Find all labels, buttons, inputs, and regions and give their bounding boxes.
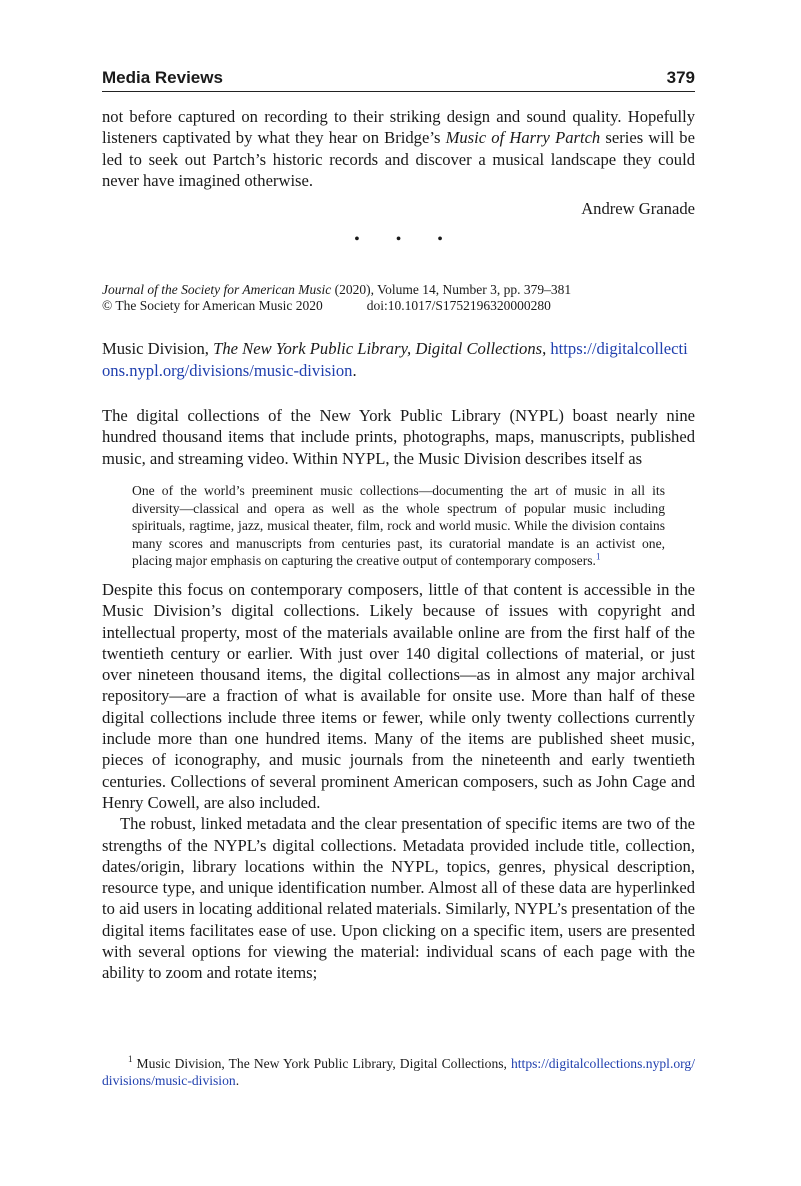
previous-review-ending: not before captured on recording to their striking design and sound quality. Hopefully listeners captivated by what they hear on Bridge’s Music of Harry Partch series will be led to seek out Partch’s historic records and discover a musical landscape they could never have imagined otherwise. <box>102 107 695 190</box>
footnote-ref[interactable]: 1 <box>595 551 601 562</box>
footnote-url-link[interactable]: https://digitalcollections.nypl.org/divisions/music-division <box>102 1056 695 1088</box>
copyright-line: © The Society for American Music 2020 doi:10.1017/S1752196320000280 <box>102 298 551 314</box>
page-number: 379 <box>666 68 695 87</box>
review-heading: Music Division, The New York Public Library, Digital Collections, https://digitalcollections.nypl.org/divisions/music-division. <box>102 339 688 380</box>
doi: doi:10.1017/S1752196320000280 <box>366 298 551 314</box>
paragraph-intro: The digital collections of the New York Public Library (NYPL) boast nearly nine hundred thousand items that include prints, photographs, maps, manuscripts, published music, and streaming video. Within NYPL, the Music Division describes itself as <box>102 406 695 468</box>
journal-name: Journal of the Society for American Music <box>102 282 332 298</box>
section-title: Media Reviews <box>102 68 223 87</box>
resource-url-link[interactable]: https://digitalcollections.nypl.org/divisions/music-division <box>102 339 688 380</box>
page <box>102 64 695 984</box>
album-title: Music of Harry Partch <box>445 128 601 148</box>
paragraph-2: Despite this focus on contemporary composers, little of that content is accessible in the Music Division’s digital collections. Likely because of issues with copyright and intellectual property, most of the materials available online are from the first half of the twentieth century or earlier. With just over 140 digital collections of material, or just over nineteen thousand items, the digital collections—as in almost any major archival repository—are a fraction of what is available for onsite use. More than half of these digital collections include three items or fewer, while only twenty collections currently include more than one hundred items. Many of the items are published sheet music, pieces of iconography, and music journals from the nineteenth and early twentieth centuries. Collections of several prominent American composers, such as John Cage and Henry Cowell, are also included. <box>102 579 695 812</box>
running-header <box>102 64 695 92</box>
citation-block <box>102 282 695 314</box>
footnote-number: 1 <box>128 1054 133 1065</box>
resource-title: The New York Public Library, Digital Collections <box>213 339 543 359</box>
footnote: $^1$ Music Division, The New York Public Library, Digital Collections, https://digitalcollections.nypl.org/divisions/music-division. <box>102 1054 695 1088</box>
block-quote: One of the world’s preeminent music collections—documenting the art of music in all its diversity—classical and opera as well as the whole spectrum of popular music including spirituals, ragtime, jazz, musical theater, film, rock and world music. While the division contains many scores and manuscripts from centuries past, its curatorial mandate is an activist one, placing major emphasis on capturing the creative output of contemporary composers.$^1$ <box>132 482 665 569</box>
section-separator: • • • <box>354 231 459 249</box>
paragraph-3: The robust, linked metadata and the clear presentation of specific items are two of the strengths of the NYPL’s digital collections. Metadata provided include title, collection, dates/origin, library locations within the NYPL, topics, genres, physical description, resource type, and unique identification number. Almost all of these data are hyperlinked to aid users in locating additional related materials. Similarly, NYPL’s presentation of the digital items facilitates ease of use. Upon clicking on a specific item, users are presented with several options for viewing the material: individual scans of each page with the ability to zoom and rotate items; <box>102 814 695 983</box>
citation-line: Journal of the Society for American Music (2020), Volume 14, Number 3, pp. 379–381 <box>102 282 572 298</box>
reviewer-signature: Andrew Granade <box>581 199 695 219</box>
